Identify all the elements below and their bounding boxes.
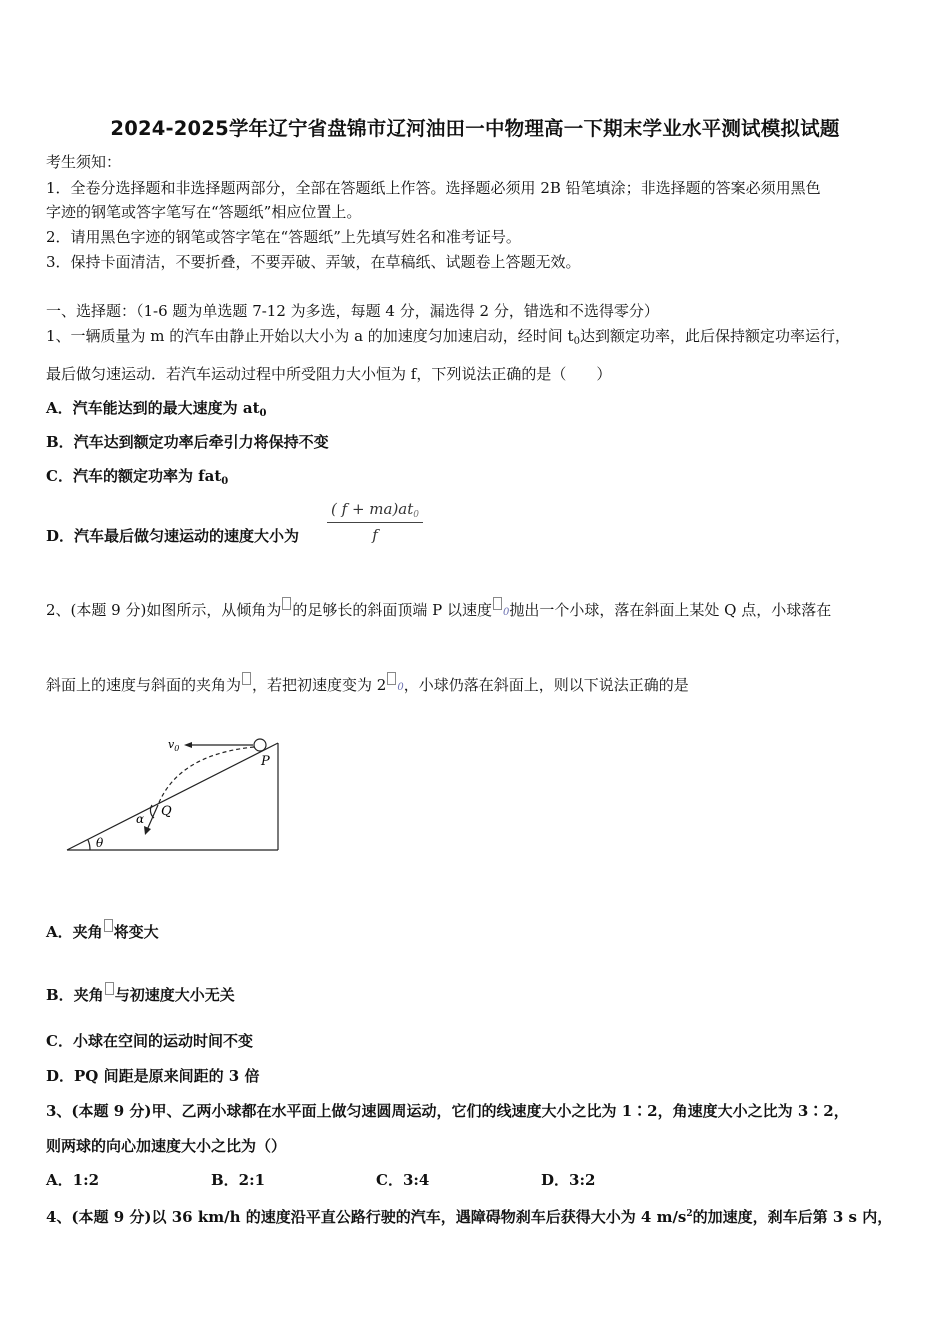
- page-title: 2024-2025学年辽宁省盘锦市辽河油田一中物理高一下期末学业水平测试模拟试题: [110, 117, 840, 140]
- q3-stem-line-2: 则两球的向心加速度大小之比为（）: [46, 1137, 287, 1155]
- q2-option-b-part-2: 与初速度大小无关: [114, 986, 235, 1004]
- q3-option-a[interactable]: A．1:2: [46, 1171, 100, 1189]
- q3-option-b[interactable]: B．2:1: [211, 1171, 266, 1189]
- q2-stem-part-a: 2、(本题 9 分)如图所示，从倾角为: [46, 601, 282, 619]
- v0-symbol-placeholder-2: [387, 672, 396, 685]
- notice-line-1: 1．全卷分选择题和非选择题两部分，全部在答题纸上作答。选择题必须用 2B 铅笔填涂；非选择题的答案必须用黑色: [46, 179, 821, 197]
- q1-stem-line-2: 最后做匀速运动．若汽车运动过程中所受阻力大小恒为 f，下列说法正确的是（ ）: [46, 365, 612, 383]
- label-P: P: [261, 754, 270, 769]
- theta-arc: [88, 840, 90, 850]
- q4-stem-part-a: 4、(本题 9 分)以 36 km/h 的速度沿平直公路行驶的汽车，遇障碍物刹车后获得大小为 4 m/s: [46, 1208, 687, 1226]
- theta-symbol-placeholder: [282, 597, 291, 610]
- q1-stem-subscript: 0: [573, 336, 580, 347]
- incline-projectile-figure: [64, 735, 294, 860]
- q2-stem-line-2: [46, 672, 689, 698]
- notice-heading: 考生须知：: [46, 153, 122, 171]
- label-v0: $v_0$: [168, 738, 180, 753]
- q1-stem-line-1: [46, 326, 850, 352]
- q3-option-c[interactable]: C．3:4: [376, 1171, 430, 1189]
- formula-denominator: f: [372, 526, 378, 544]
- q2-option-c[interactable]: C．小球在空间的运动时间不变: [46, 1032, 253, 1050]
- alpha-symbol-placeholder-b: [105, 982, 114, 995]
- q2-option-b-part-1: B．夹角: [46, 986, 104, 1004]
- v0-arrow-head: [184, 742, 192, 748]
- label-Q: Q: [161, 804, 172, 819]
- notice-line-2: 字迹的钢笔或答字笔写在“答题纸”相应位置上。: [46, 203, 362, 221]
- v0-subscript-symbol-2: 0: [397, 682, 404, 693]
- q2-stem-part-f: ，小球仍落在斜面上，则以下说法正确的是: [403, 676, 689, 694]
- q2-stem-part-b: 的足够长的斜面顶端 P 以速度: [292, 601, 492, 619]
- q1-stem-part-a: 1、一辆质量为 m 的汽车由静止开始以大小为 a 的加速度匀加速启动，经时间 t: [46, 327, 574, 345]
- q1-option-b[interactable]: B．汽车达到额定功率后牵引力将保持不变: [46, 433, 329, 451]
- v0-subscript-symbol: 0: [502, 607, 510, 618]
- q2-stem-part-c: 抛出一个小球，落在斜面上某处 Q 点，小球落在: [509, 601, 832, 619]
- q3-stem-line-1: 3、(本题 9 分)甲、乙两小球都在水平面上做匀速圆周运动，它们的线速度大小之比为 1∶2，角速度大小之比为 3∶2，: [46, 1102, 849, 1120]
- incline-line: [67, 743, 278, 850]
- q2-stem-part-e: ，若把初速度变为 2: [252, 676, 387, 694]
- q2-stem-part-d: 斜面上的速度与斜面的夹角为: [46, 676, 242, 694]
- q2-option-b[interactable]: [46, 982, 235, 1005]
- q1-stem-part-b: 达到额定功率，此后保持额定功率运行，: [579, 327, 850, 345]
- q1-option-a-subscript: 0: [259, 408, 267, 419]
- q2-option-d[interactable]: D．PQ 间距是原来间距的 3 倍: [46, 1067, 260, 1085]
- q1-option-c-subscript: 0: [221, 476, 229, 487]
- q1-option-c[interactable]: [46, 466, 228, 492]
- q1-option-a[interactable]: [46, 398, 266, 424]
- label-alpha: α: [136, 812, 145, 826]
- q2-stem-line-1: [46, 597, 831, 623]
- q1-option-d-formula: [327, 500, 423, 544]
- formula-numerator: [327, 500, 423, 523]
- alpha-symbol-placeholder: [242, 672, 251, 685]
- q1-option-a-text: A．汽车能达到的最大速度为 at: [46, 399, 260, 417]
- q4-stem-part-b: 的加速度，刹车后第 3 s 内，: [692, 1208, 893, 1226]
- q1-option-c-text: C．汽车的额定功率为 fat: [46, 467, 222, 485]
- q1-option-d[interactable]: D．汽车最后做匀速运动的速度大小为: [46, 527, 300, 545]
- label-theta: θ: [96, 836, 104, 850]
- q2-option-a-part-2: 将变大: [113, 923, 159, 941]
- q4-stem-line-1: [46, 1204, 892, 1227]
- q3-option-d[interactable]: D．3:2: [541, 1171, 596, 1189]
- v0-symbol-placeholder: [493, 597, 502, 610]
- formula-numerator-subscript: 0: [413, 510, 419, 520]
- notice-line-4: 3．保持卡面清洁，不要折叠，不要弄破、弄皱，在草稿纸、试题卷上答题无效。: [46, 253, 581, 271]
- q2-option-a[interactable]: [46, 919, 159, 942]
- section-heading: 一、选择题：（1-6 题为单选题 7-12 为多选，每题 4 分，漏选得 2 分，错选和不选得零分）: [46, 302, 659, 320]
- notice-line-3: 2．请用黑色字迹的钢笔或答字笔在“答题纸”上先填写姓名和准考证号。: [46, 228, 521, 246]
- alpha-symbol-placeholder-a: [104, 919, 113, 932]
- ball: [254, 739, 266, 751]
- q4-stem-superscript: 2: [686, 1209, 693, 1219]
- q2-option-a-part-1: A．夹角: [46, 923, 103, 941]
- formula-numerator-text: ( f + ma)at: [331, 500, 414, 518]
- velocity-arrow-head: [144, 826, 151, 835]
